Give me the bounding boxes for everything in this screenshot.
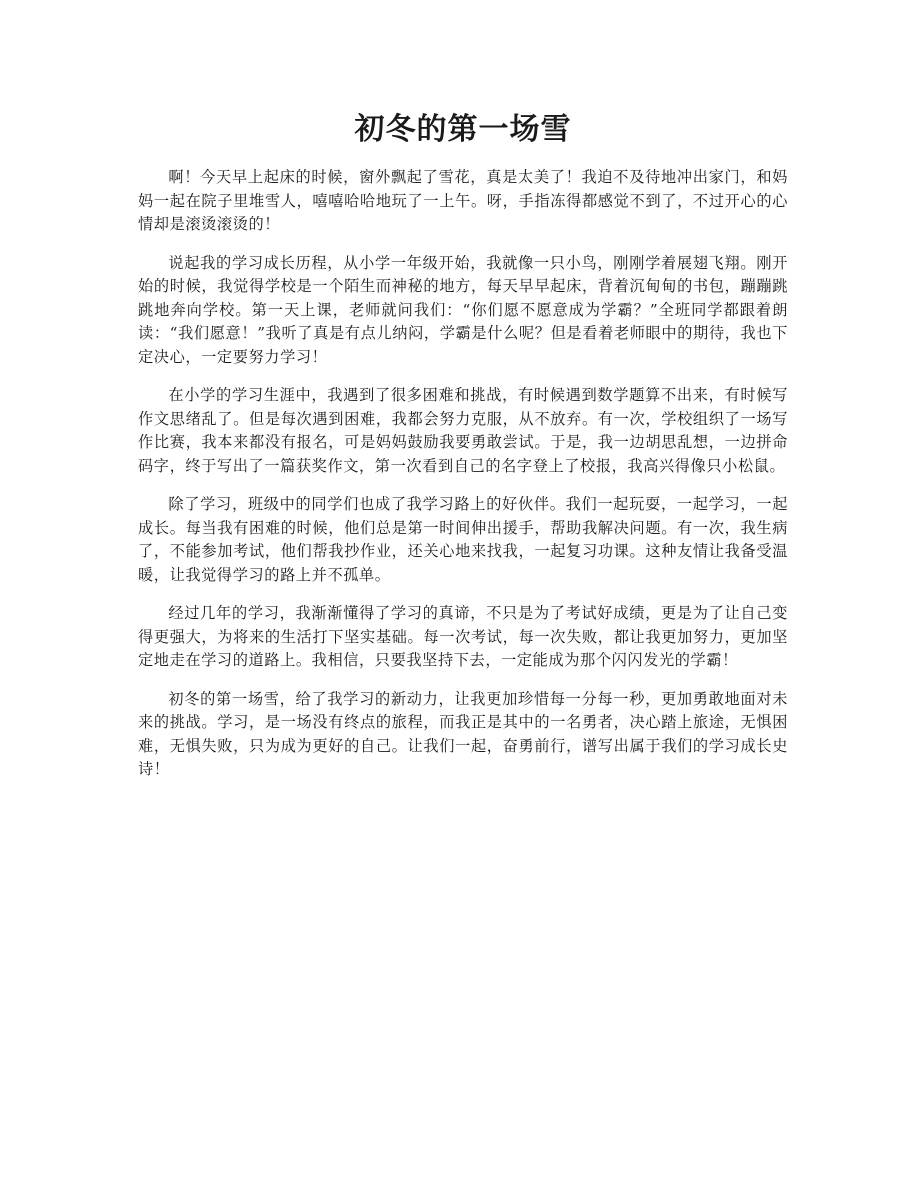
paragraph-4: 除了学习，班级中的同学们也成了我学习路上的好伙伴。我们一起玩耍，一起学习，一起成长。每当我有困难的时候，他们总是第一时间伸出援手，帮助我解决问题。有一次，我生病了，不能参加考试，他们帮我抄作业，还关心地来找我，一起复习功课。这种友情让我备受温暖，让我觉得学习的路上并不孤单。: [138, 495, 788, 584]
paragraph-2: 说起我的学习成长历程，从小学一年级开始，我就像一只小鸟，刚刚学着展翅飞翔。刚开始的时候，我觉得学校是一个陌生而神秘的地方，每天早早起床，背着沉甸甸的书包，蹦蹦跳跳地奔向学校。第一天上课，老师就问我们：“你们愿不愿意成为学霸？”全班同学都跟着朗读：“我们愿意！”我听了真是有点儿纳闷，学霸是什么呢？但是看着老师眼中的期待，我也下定决心，一定要努力学习！: [138, 253, 788, 366]
paragraph-6: 初冬的第一场雪，给了我学习的新动力，让我更加珍惜每一分每一秒，更加勇敢地面对未来的挑战。学习，是一场没有终点的旅程，而我正是其中的一名勇者，决心踏上旅途，无惧困难，无惧失败，只为成为更好的自己。让我们一起，奋勇前行，谱写出属于我们的学习成长史诗！: [138, 689, 788, 778]
document-title: 初冬的第一场雪: [354, 112, 572, 147]
paragraph-1: 啊！今天早上起床的时候，窗外飘起了雪花，真是太美了！我迫不及待地冲出家门，和妈妈一起在院子里堆雪人，嘻嘻哈哈地玩了一上午。呀，手指冻得都感觉不到了，不过开心的心情却是滚烫滚烫的！: [138, 168, 788, 233]
paragraph-3: 在小学的学习生涯中，我遇到了很多困难和挑战，有时候遇到数学题算不出来，有时候写作文思绪乱了。但是每次遇到困难，我都会努力克服，从不放弃。有一次，学校组织了一场写作比赛，我本来都没有报名，可是妈妈鼓励我要勇敢尝试。于是，我一边胡思乱想，一边拼命码字，终于写出了一篇获奖作文，第一次看到自己的名字登上了校报，我高兴得像只小松鼠。: [138, 386, 788, 475]
document-page: [138, 108, 788, 797]
paragraph-5: 经过几年的学习，我渐渐懂得了学习的真谛，不只是为了考试好成绩，更是为了让自己变得更强大，为将来的生活打下坚实基础。每一次考试，每一次失败，都让我更加努力，更加坚定地走在学习的道路上。我相信，只要我坚持下去，一定能成为那个闪闪发光的学霸！: [138, 604, 788, 669]
